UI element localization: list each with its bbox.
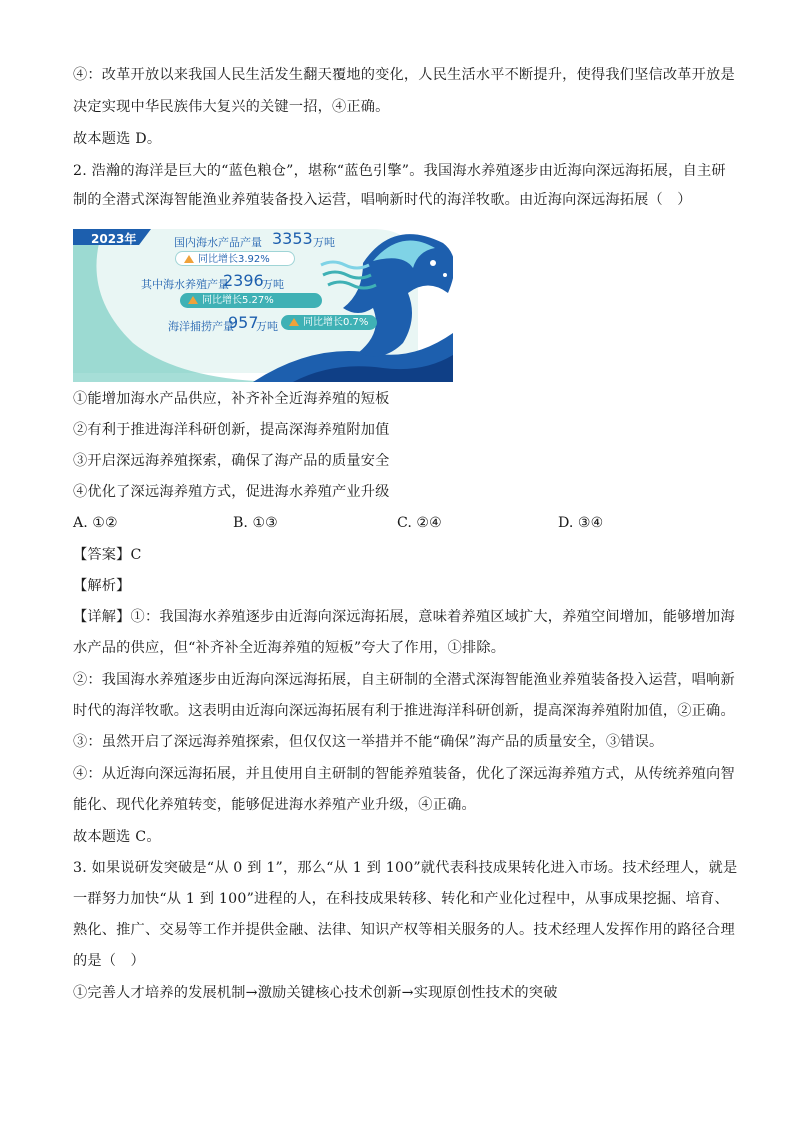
row2-unit: 万吨 (262, 278, 284, 291)
explanation-line: 水产品的供应，但“补齐补全近海养殖的短板”夸大了作用，①排除。 (73, 640, 506, 656)
statement-1: ①能增加海水产品供应，补齐补全近海养殖的短板 (73, 391, 390, 407)
row1-label: 国内海水产品产量 (174, 236, 262, 249)
row2-label: 其中海水养殖产量 (141, 278, 229, 291)
paragraph-line: ④：改革开放以来我国人民生活发生翻天覆地的变化，人民生活水平不断提升，使得我们坚信改革开放是 (73, 67, 735, 83)
conclusion-line: 故本题选 C。 (73, 829, 161, 845)
row1-value: 3353 (272, 229, 313, 248)
row2-growth: 同比增长5.27% (202, 295, 274, 306)
statement-4: ④优化了深远海养殖方式，促进海水养殖产业升级 (73, 484, 390, 500)
row1-unit: 万吨 (313, 236, 335, 249)
question-3-stem: 一群努力加快“从 1 到 100”进程的人，在科技成果转移、转化和产业化过程中，从事成果挖掘、培育、 (73, 891, 729, 907)
explanation-line: ②：我国海水养殖逐步由近海向深远海拓展，自主研制的全潜式深海智能渔业养殖装备投入运营，唱响新 (73, 672, 735, 688)
row2-value: 2396 (223, 271, 264, 290)
explanation-line: 时代的海洋牧歌。这表明由近海向深远海拓展有利于推进海洋科研创新，提高深海养殖附加值，②正确。 (73, 703, 735, 719)
question-3-stem: 熟化、推广、交易等工作并提供金融、法律、知识产权等相关服务的人。技术经理人发挥作用的路径合理 (73, 922, 735, 938)
question-3-statement-1: ①完善人才培养的发展机制→激励关键核心技术创新→实现原创性技术的突破 (73, 985, 558, 1001)
infographic-year: 2023年 (91, 232, 137, 246)
statement-3: ③开启深远海养殖探索，确保了海产品的质量安全 (73, 453, 390, 469)
option-c: C. ②④ (397, 515, 442, 531)
answer-line: 【答案】C (73, 547, 142, 563)
question-2-stem: 制的全潜式深海智能渔业养殖装备投入运营，唱响新时代的海洋牧歌。由近海向深远海拓展（ ） (73, 192, 692, 208)
explanation-line: ③：虽然开启了深远海养殖探索，但仅仅这一举措并不能“确保”海产品的质量安全，③错误。 (73, 734, 664, 750)
option-b: B. ①③ (233, 515, 278, 531)
row3-value: 957 (228, 313, 259, 332)
seafood-output-infographic (73, 223, 453, 382)
increase-triangle-icon (188, 296, 198, 304)
question-3-stem: 的是（ ） (73, 953, 145, 969)
explanation-line: 【详解】①：我国海水养殖逐步由近海向深远海拓展，意味着养殖区域扩大，养殖空间增加，能够增加海 (73, 609, 735, 625)
option-a: A. ①② (73, 515, 118, 531)
explanation-line: ④：从近海向深远海拓展，并且使用自主研制的智能养殖装备，优化了深远海养殖方式，从传统养殖向智 (73, 766, 735, 782)
row3-growth-pill (281, 315, 377, 330)
analysis-heading: 【解析】 (73, 578, 131, 594)
paragraph-line: 决定实现中华民族伟大复兴的关键一招，④正确。 (73, 99, 390, 115)
paragraph-line: 故本题选 D。 (73, 131, 162, 147)
increase-triangle-icon (184, 255, 194, 263)
row1-growth-pill (175, 251, 295, 266)
question-3-stem: 3. 如果说研发突破是“从 0 到 1”，那么“从 1 到 100”就代表科技成果转化进入市场。技术经理人，就是 (73, 860, 738, 876)
statement-2: ②有利于推进海洋科研创新，提高深海养殖附加值 (73, 422, 390, 438)
row1-growth: 同比增长3.92% (198, 254, 270, 265)
row3-label: 海洋捕捞产量 (168, 320, 234, 333)
row3-growth: 同比增长0.7% (303, 317, 369, 328)
option-d: D. ③④ (558, 515, 604, 531)
row3-unit: 万吨 (256, 320, 278, 333)
increase-triangle-icon (289, 318, 299, 326)
question-2-stem: 2. 浩瀚的海洋是巨大的“蓝色粮仓”，堪称“蓝色引擎”。我国海水养殖逐步由近海向深远海拓展，自主研 (73, 163, 726, 179)
row2-growth-pill (180, 293, 322, 308)
explanation-line: 能化、现代化养殖转变，能够促进海水养殖产业升级，④正确。 (73, 797, 476, 813)
